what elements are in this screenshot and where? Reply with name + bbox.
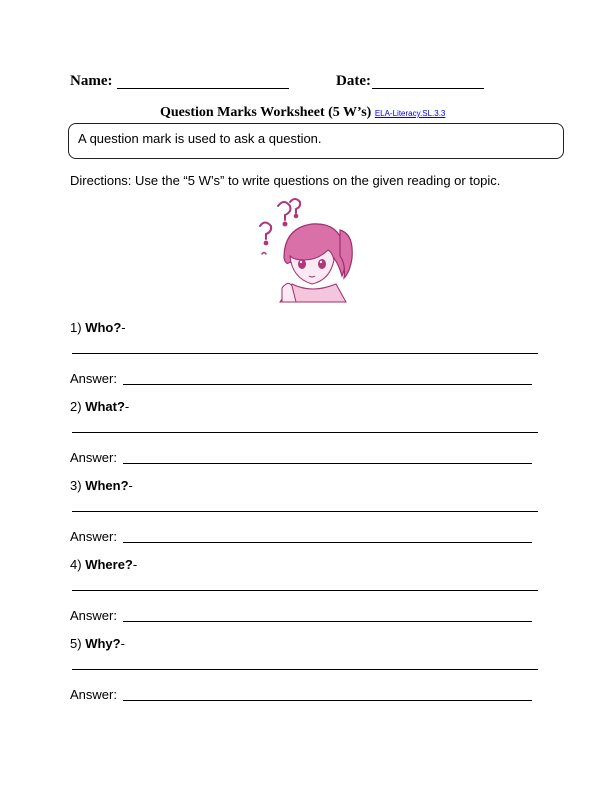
question-4-label [70,557,137,572]
answer-1-label: Answer: [70,371,117,386]
answer-2-label: Answer: [70,450,117,465]
question-2-number: 2) [70,399,82,414]
date-label: Date: [336,73,371,89]
answer-2-line[interactable] [123,463,532,464]
question-3-suffix: - [128,478,133,493]
question-4-line[interactable] [72,590,538,591]
date-field[interactable] [372,88,484,89]
question-3-number: 3) [70,478,82,493]
question-4-number: 4) [70,557,82,572]
question-2-word: What? [85,399,125,414]
question-5-word: Why? [85,636,121,651]
question-5-line[interactable] [72,669,538,670]
question-5-suffix: - [120,636,125,651]
question-1-label [70,320,126,335]
standard-link[interactable]: ELA-Literacy.SL.3.3 [374,109,446,118]
answer-1-line[interactable] [123,384,532,385]
worksheet-title-text: Question Marks Worksheet (5 W’s) [160,105,372,120]
question-4-word: Where? [85,557,133,572]
directions-text: Directions: Use the “5 W’s” to write questions on the given reading or topic. [70,173,501,188]
question-2-line[interactable] [72,432,538,433]
question-3-line[interactable] [72,511,538,512]
question-3-word: When? [85,478,129,493]
name-label: Name: [70,73,113,89]
question-1-suffix: - [121,320,126,335]
girl-with-question-marks-illustration [252,196,364,308]
question-2-label [70,399,129,414]
answer-4-line[interactable] [123,621,532,622]
name-field[interactable] [117,88,289,89]
rule-text: A question mark is used to ask a question. [78,131,322,146]
answer-5-line[interactable] [123,700,532,701]
question-5-label [70,636,125,651]
answer-3-label: Answer: [70,529,117,544]
question-4-suffix: - [132,557,138,572]
answer-3-line[interactable] [123,542,532,543]
question-5-number: 5) [70,636,82,651]
question-2-suffix: - [124,399,130,414]
question-3-label [70,478,133,493]
question-1-word: Who? [85,320,122,335]
question-1-number: 1) [70,320,82,335]
question-1-line[interactable] [72,353,538,354]
worksheet-title [160,105,445,121]
answer-4-label: Answer: [70,608,117,623]
answer-5-label: Answer: [70,687,117,702]
